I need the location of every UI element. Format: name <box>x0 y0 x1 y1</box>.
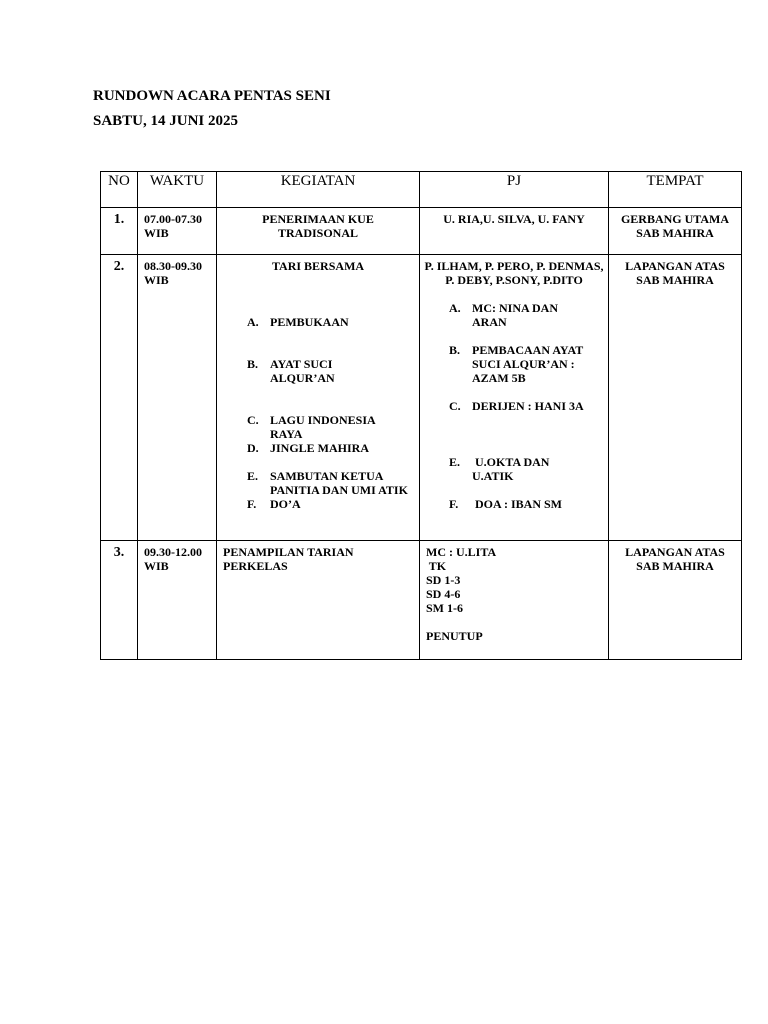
list-marker: B. <box>449 343 461 357</box>
list-item <box>217 413 419 441</box>
list-item <box>217 357 419 385</box>
time-range: 09.30-12.00 <box>144 545 202 559</box>
row-pj <box>420 541 609 660</box>
list-item <box>217 315 419 329</box>
row-activity <box>217 541 420 660</box>
row-time <box>138 208 217 255</box>
time-range: 07.00-07.30 <box>144 212 202 226</box>
row-number: 3. <box>101 541 138 660</box>
list-item <box>420 497 608 511</box>
list-text: MC: NINA DAN ARAN <box>472 301 558 329</box>
list-text: U.OKTA DAN U.ATIK <box>472 455 553 483</box>
pj-line: SD 1-3 <box>426 573 461 587</box>
row-activity <box>217 208 420 255</box>
row-place <box>609 541 742 660</box>
place-text: GERBANG UTAMA SAB MAHIRA <box>620 212 730 240</box>
row-time <box>138 255 217 541</box>
table-row <box>101 541 742 660</box>
pj-line: SD 4-6 <box>426 587 461 601</box>
document-title: RUNDOWN ACARA PENTAS SENI <box>93 88 331 104</box>
list-item <box>420 455 608 483</box>
activity-text: PENERIMAAN KUE TRADISONAL <box>262 212 374 240</box>
list-marker: A. <box>449 301 461 315</box>
table-row <box>101 255 742 541</box>
list-item <box>420 399 608 413</box>
list-text: AYAT SUCI ALQUR’AN <box>270 357 335 385</box>
list-item <box>217 469 419 497</box>
row-number: 2. <box>101 255 138 541</box>
table-row <box>101 208 742 255</box>
header-pj: PJ <box>420 172 609 208</box>
header-tempat: TEMPAT <box>609 172 742 208</box>
list-item <box>420 301 608 329</box>
header-waktu: WAKTU <box>138 172 217 208</box>
time-zone: WIB <box>144 559 169 573</box>
activity-text: TARI BERSAMA <box>271 259 365 273</box>
row-time <box>138 541 217 660</box>
document-date: SABTU, 14 JUNI 2025 <box>93 113 239 129</box>
list-item <box>217 497 419 511</box>
list-item <box>420 343 608 385</box>
list-marker: F. <box>247 497 257 511</box>
list-text: DO’A <box>270 497 301 511</box>
list-marker: B. <box>247 357 259 371</box>
row-pj <box>420 208 609 255</box>
pj-line: TK <box>426 559 447 573</box>
header-kegiatan: KEGIATAN <box>217 172 420 208</box>
row-place <box>609 255 742 541</box>
row-pj <box>420 255 609 541</box>
list-text: JINGLE MAHIRA <box>270 441 370 455</box>
list-marker: A. <box>247 315 259 329</box>
list-text: LAGU INDONESIA RAYA <box>270 413 376 441</box>
list-marker: E. <box>449 455 461 469</box>
rundown-table <box>100 171 742 660</box>
list-text: SAMBUTAN KETUA PANITIA DAN UMI ATIK <box>270 469 408 497</box>
list-text: DERIJEN : HANI 3A <box>472 399 584 413</box>
row-activity <box>217 255 420 541</box>
table-header-row <box>101 172 742 208</box>
place-text: LAPANGAN ATAS SAB MAHIRA <box>625 259 725 287</box>
time-zone: WIB <box>144 226 169 240</box>
row-number: 1. <box>101 208 138 255</box>
list-marker: E. <box>247 469 259 483</box>
list-marker: F. <box>449 497 459 511</box>
list-text: DOA : IBAN SM <box>472 497 563 511</box>
pj-text: U. RIA,U. SILVA, U. FANY <box>443 212 585 226</box>
time-range: 08.30-09.30 <box>144 259 202 273</box>
activity-text: PENAMPILAN TARIAN PERKELAS <box>223 545 354 573</box>
place-text: LAPANGAN ATAS SAB MAHIRA <box>625 545 725 573</box>
list-marker: C. <box>247 413 259 427</box>
time-zone: WIB <box>144 273 169 287</box>
pj-line: MC : U.LITA <box>426 545 497 559</box>
header-no: NO <box>101 172 138 208</box>
pj-line: SM 1-6 <box>426 601 463 615</box>
list-text: PEMBUKAAN <box>270 315 349 329</box>
list-marker: C. <box>449 399 461 413</box>
list-text: PEMBACAAN AYAT SUCI ALQUR’AN : AZAM 5B <box>472 343 584 385</box>
list-item <box>217 441 419 455</box>
pj-text: P. ILHAM, P. PERO, P. DENMAS, P. DEBY, P.SONY, P.DITO <box>424 259 604 287</box>
pj-line: PENUTUP <box>426 629 483 643</box>
row-place <box>609 208 742 255</box>
list-marker: D. <box>247 441 259 455</box>
